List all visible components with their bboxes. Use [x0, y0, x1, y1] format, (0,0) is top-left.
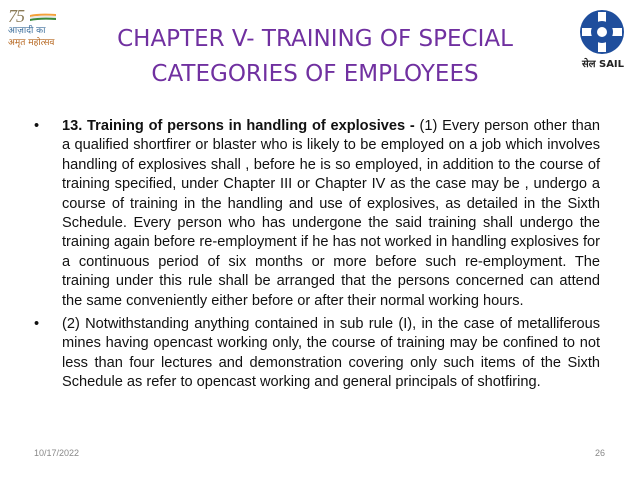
sail-emblem-icon	[572, 8, 632, 56]
slide-title-line1: CHAPTER V- TRAINING OF SPECIAL	[117, 26, 513, 52]
sail-logo-text: सेल SAIL	[581, 59, 625, 70]
bullet-item-1	[34, 117, 600, 311]
bullet-point: •	[34, 118, 40, 134]
page-number: 26	[594, 448, 605, 458]
bullet-text: (2) Notwithstanding anything contained in sub rule (I), in the case of metalliferous mines having opencast working only, the course of training may be confined to not less than four lectures and demonstration covering only such items of the Sixth Schedule as refer to opencast working and general principals of shotfiring.	[62, 316, 600, 391]
slide-title-line2: CATEGORIES OF EMPLOYEES	[151, 61, 479, 87]
bullet-text: (1) Every person other than a qualified shortfirer or blaster who is likely to be employed on a job which involves handling of explosives shall , before he is so employed, in addition to the course of training specified, under Chapter III or Chapter IV as the case may be , undergo a course of training in the handling and use of explosives, as detailed in the Sixth Schedule. Every person who has undergone the said training shall undergo the training again before re-employment if he has not worked in handling explosives for a continuous period of six months or more before such re-employment. The training under this rule shall be arranged that the persons concerned can attend the same conveniently either before or after their normal working hours.	[62, 118, 600, 309]
logo-text-line1: आज़ादी का	[8, 26, 46, 36]
logo-75-number: 75	[8, 6, 24, 26]
slide-title	[70, 22, 560, 92]
tricolor-flag-icon	[30, 13, 56, 21]
azadi-ka-amrit-mahotsav-logo	[8, 6, 70, 48]
footer-date: 10/17/2022	[34, 448, 80, 458]
logo-text-line2: अमृत महोत्सव	[8, 38, 55, 48]
bullet-point: •	[34, 316, 40, 333]
sail-logo	[572, 8, 632, 74]
bullet-heading: 13. Training of persons in handling of explosives -	[62, 118, 415, 134]
bullet-item-2	[34, 315, 600, 393]
slide-body	[34, 117, 600, 397]
